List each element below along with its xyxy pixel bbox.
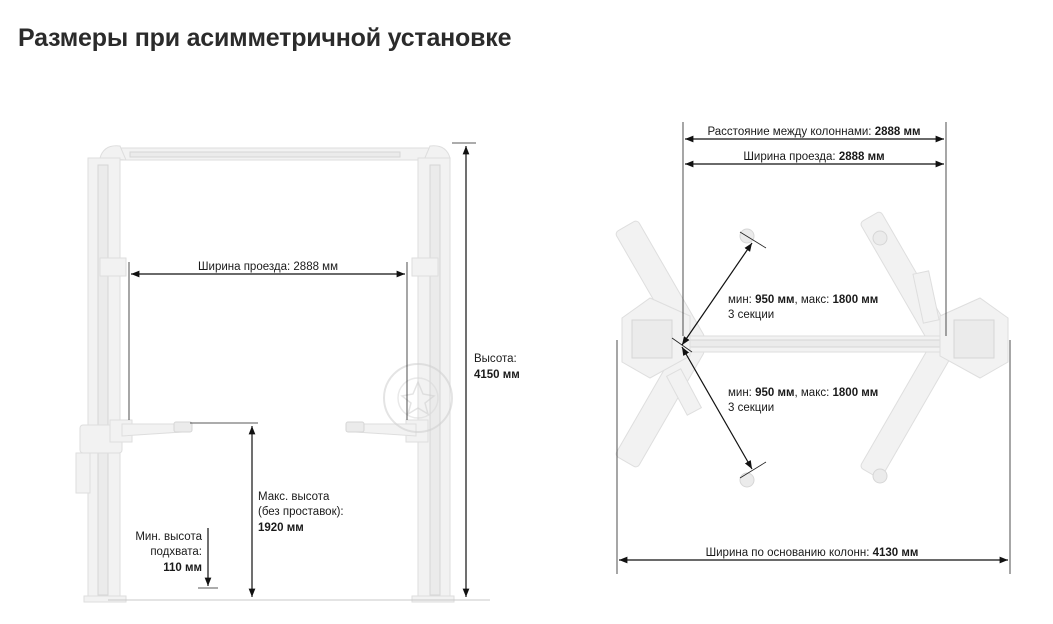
upper-arm-sections: 3 секции (728, 309, 775, 321)
min-height-value: 110 мм (163, 562, 202, 574)
max-height-line1: Макс. высота (258, 491, 330, 503)
min-height-line1: Мин. высота (135, 531, 202, 543)
lower-right-arm (860, 346, 951, 479)
max-height-line2: (без проставок): (258, 506, 344, 518)
top-drive-width-label: Ширина проезда: 2888 мм (743, 151, 885, 163)
front-max-height-dimension (190, 423, 344, 597)
right-base-plate (412, 596, 454, 602)
top-view-lift-drawing (615, 211, 1008, 487)
left-carriage-top (100, 258, 126, 276)
max-height-value: 1920 мм (258, 522, 304, 534)
lower-left-pad (740, 473, 754, 487)
right-lift-pad (346, 422, 364, 432)
front-drive-width-label: Ширина проезда: 2888 мм (197, 261, 339, 273)
left-pump (76, 453, 90, 493)
top-cross-beam-rail (690, 340, 940, 347)
left-column-body (632, 320, 672, 358)
top-drive-width-dimension (685, 151, 944, 164)
left-base-plate (84, 596, 126, 602)
right-carriage-top (412, 258, 438, 276)
height-value: 4150 мм (474, 369, 520, 381)
lower-right-pad (873, 469, 887, 483)
height-label: Высота: (474, 353, 517, 365)
column-distance-label: Расстояние между колоннами: 2888 мм (707, 126, 921, 138)
left-column-channel (98, 165, 108, 595)
upper-right-pad (873, 231, 887, 245)
left-lift-pad (174, 422, 192, 432)
lower-arm-dimension (682, 347, 878, 478)
front-height-dimension (452, 143, 520, 597)
left-lift-arm (122, 424, 182, 436)
front-min-height-dimension (135, 528, 218, 588)
lower-arm-range: мин: 950 мм, макс: 1800 мм (728, 387, 879, 399)
upper-right-arm (860, 211, 951, 344)
min-height-line2: подхвата: (150, 546, 202, 558)
upper-arm-range: мин: 950 мм, макс: 1800 мм (728, 294, 879, 306)
page-title: Размеры при асимметричной установке (18, 24, 512, 52)
front-drive-width-dimension (129, 261, 407, 420)
lower-arm-sections: 3 секции (728, 402, 775, 414)
base-width-label: Ширина по основанию колонн: 4130 мм (705, 547, 919, 559)
right-column-channel (430, 165, 440, 595)
top-beam-rail (130, 152, 400, 157)
right-column-body (954, 320, 994, 358)
